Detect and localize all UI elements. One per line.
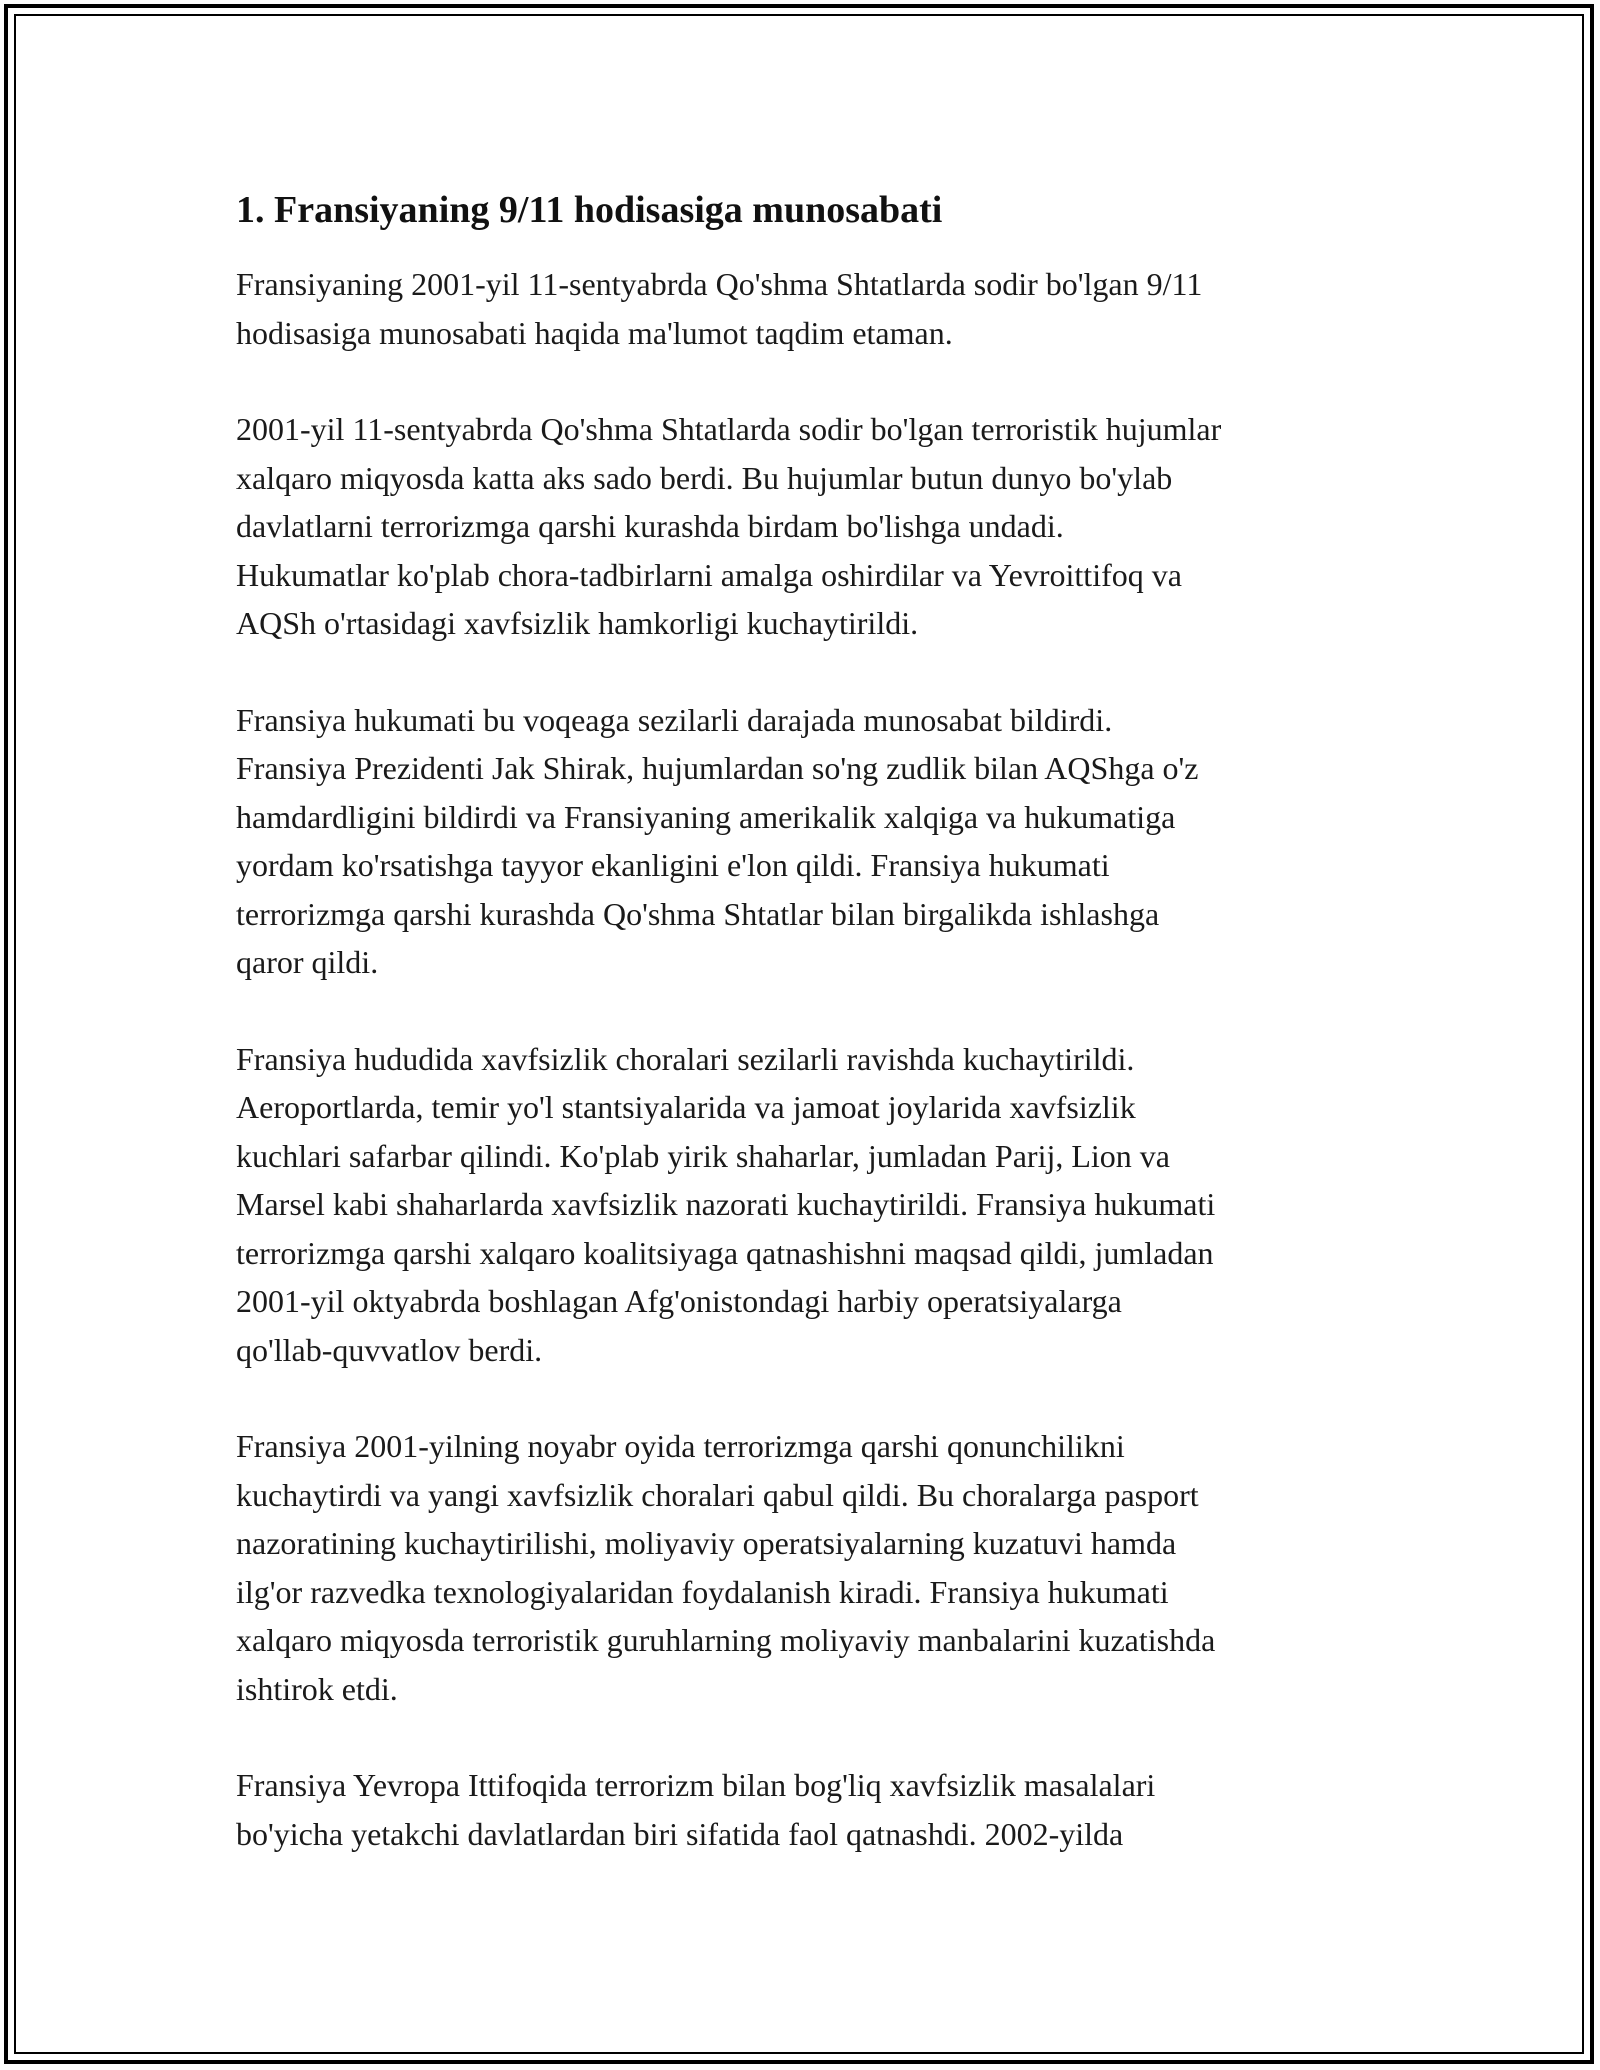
text-line: AQSh o'rtasidagi xavfsizlik hamkorligi kuchaytirildi.	[236, 605, 919, 641]
text-line: ishtirok etdi.	[236, 1670, 398, 1707]
text-line: bo'yicha yetakchi davlatlardan biri sifatida faol qatnashdi. 2002-yilda	[236, 1815, 1124, 1852]
text-line: qaror qildi.	[236, 944, 379, 980]
text-line: nazoratining kuchaytirilishi, moliyaviy operatsiyalarning kuzatuvi hamda	[236, 1525, 1177, 1561]
paragraph-security-measures	[236, 1035, 1396, 1375]
text-line: xalqaro miqyosda terroristik guruhlarning moliyaviy manbalarini kuzatishda	[236, 1622, 1216, 1658]
text-line: davlatlarni terrorizmga qarshi kurashda birdam bo'lishga undadi.	[236, 508, 1064, 544]
paragraph-government-response	[236, 696, 1396, 987]
text-line: hamdardligini bildirdi va Fransiyaning amerikalik xalqiga va hukumatiga	[236, 798, 1176, 835]
text-line: qo'llab-quvvatlov berdi.	[236, 1331, 543, 1368]
paragraph-attacks	[236, 405, 1396, 648]
text-line: Hukumatlar ko'plab chora-tadbirlarni amalga oshirdilar va Yevroittifoq va	[236, 556, 1182, 593]
text-line: Fransiya 2001-yilning noyabr oyida terrorizmga qarshi qonunchilikni	[236, 1428, 1125, 1464]
section-heading: 1. Fransiyaning 9/11 hodisasiga munosabati	[236, 189, 943, 231]
text-line: terrorizmga qarshi xalqaro koalitsiyaga qatnashishni maqsad qildi, jumladan	[236, 1234, 1214, 1271]
text-line: Fransiyaning 2001-yil 11-sentyabrda Qo'shma Shtatlarda sodir bo'lgan 9/11	[236, 266, 1203, 302]
text-line: kuchaytirdi va yangi xavfsizlik choralari qabul qildi. Bu choralarga pasport	[236, 1476, 1199, 1513]
text-line: 2001-yil oktyabrda boshlagan Afg'onistondagi harbiy operatsiyalarga	[236, 1283, 1122, 1319]
text-line: terrorizmga qarshi kurashda Qo'shma Shtatlar bilan birgalikda ishlashga	[236, 895, 1160, 932]
text-line: Fransiya Yevropa Ittifoqida terrorizm bilan bog'liq xavfsizlik masalalari	[236, 1767, 1156, 1803]
text-line: Fransiya hukumati bu voqeaga sezilarli darajada munosabat bildirdi.	[236, 701, 1113, 738]
text-line: hodisasiga munosabati haqida ma'lumot taqdim etaman.	[236, 314, 953, 351]
text-line: kuchlari safarbar qilindi. Ko'plab yirik shaharlar, jumladan Parij, Lion va	[236, 1137, 1170, 1174]
text-line: Aeroportlarda, temir yo'l stantsiyalarida va jamoat joylarida xavfsizlik	[236, 1089, 1136, 1125]
paragraph-eu-role	[236, 1761, 1396, 1858]
text-line: Fransiya hududida xavfsizlik choralari sezilarli ravishda kuchaytirildi.	[236, 1040, 1135, 1077]
text-line: xalqaro miqyosda katta aks sado berdi. Bu hujumlar butun dunyo bo'ylab	[236, 459, 1173, 496]
text-line: ilg'or razvedka texnologiyalaridan foydalanish kiradi. Fransiya hukumati	[236, 1573, 1169, 1610]
text-line: Fransiya Prezidenti Jak Shirak, hujumlardan so'ng zudlik bilan AQShga o'z	[236, 750, 1199, 786]
text-line: Marsel kabi shaharlarda xavfsizlik nazorati kuchaytirildi. Fransiya hukumati	[236, 1186, 1216, 1222]
paragraph-intro	[236, 260, 1396, 357]
text-line: yordam ko'rsatishga tayyor ekanligini e'lon qildi. Fransiya hukumati	[236, 847, 1110, 883]
paragraph-legislation	[236, 1422, 1396, 1713]
text-line: 2001-yil 11-sentyabrda Qo'shma Shtatlarda sodir bo'lgan terroristik hujumlar	[236, 411, 1222, 447]
document-body	[236, 186, 1396, 1906]
